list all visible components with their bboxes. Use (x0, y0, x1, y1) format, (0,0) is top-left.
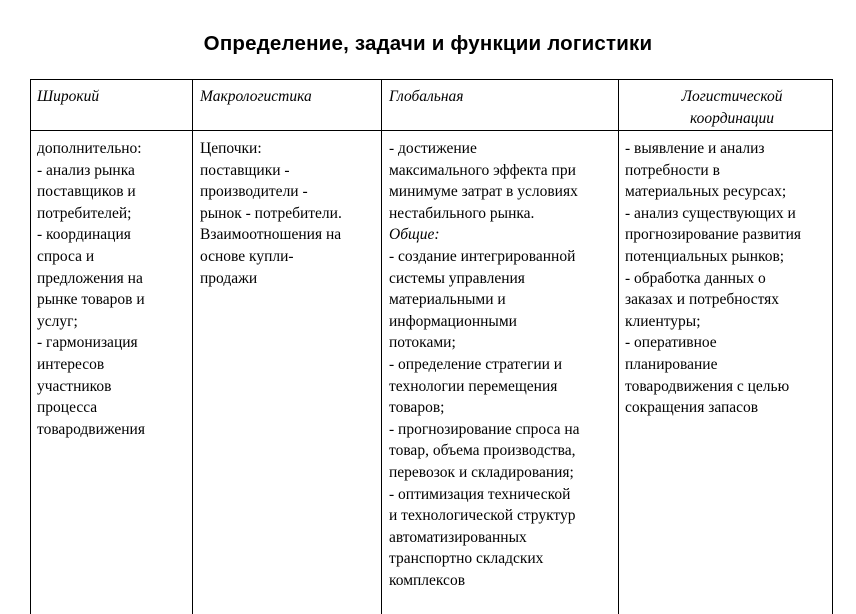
cell-line: - прогнозирование спроса на (389, 420, 580, 438)
cell-line: - достижение (389, 140, 477, 157)
cell-line: планирование (625, 355, 718, 373)
cell-line: материальными и (389, 291, 506, 309)
cell-line: рынке товаров и (37, 291, 145, 309)
column-body (37, 138, 145, 440)
cell-line: дополнительно: (37, 140, 142, 157)
column-divider (192, 80, 193, 614)
cell-line: комплексов (389, 571, 466, 589)
cell-line: перевозок и складирования; (389, 463, 574, 481)
cell-line: максимального эффекта при (389, 161, 576, 179)
column-divider (381, 80, 382, 614)
cell-line: заказах и потребностях (625, 291, 780, 309)
column-body (389, 138, 580, 591)
cell-line: сокращения запасов (625, 399, 759, 417)
cell-line: потоками; (389, 334, 456, 352)
cell-line: транспортно складских (389, 550, 544, 568)
cell-line: - анализ рынка (37, 161, 135, 179)
logistics-table (30, 79, 833, 614)
cell-line: - определение стратегии и (389, 355, 563, 373)
page-title: Определение, задачи и функции логистики (203, 32, 653, 55)
cell-line: рынок - потребители. (200, 204, 342, 222)
cell-line: - гармонизация (37, 334, 138, 352)
cell-line: товаров; (389, 399, 445, 417)
cell-line: производители - (200, 183, 308, 201)
cell-line: потенциальных рынков; (625, 247, 785, 265)
cell-line: спроса и (37, 247, 95, 265)
cell-line: материальных ресурсах; (625, 183, 787, 201)
cell-line: потребности в (625, 161, 720, 179)
cell-line: - выявление и анализ (625, 140, 765, 157)
cell-line: интересов (37, 355, 105, 373)
column-body (625, 138, 801, 419)
cell-line: Цепочки: (200, 140, 262, 157)
cell-line: минимуме затрат в условиях (389, 183, 578, 201)
cell-line: и технологической структур (389, 507, 576, 525)
cell-line: услуг; (37, 312, 78, 330)
column-divider (618, 80, 619, 614)
header-cell: Логистической координации (681, 88, 783, 127)
header-cell: Широкий (37, 88, 100, 105)
cell-line: - анализ существующих и (625, 204, 796, 222)
cell-line: процесса (37, 399, 98, 417)
cell-line: товародвижения с целью (625, 377, 790, 395)
header-cell: Макрологистика (200, 88, 312, 105)
cell-line: поставщиков и (37, 183, 136, 201)
cell-line: - оптимизация технической (389, 485, 571, 503)
cell-line: участников (37, 377, 112, 395)
cell-line: технологии перемещения (389, 377, 558, 395)
header-divider (31, 130, 832, 131)
cell-line: поставщики - (200, 161, 290, 179)
cell-line: Взаимоотношения на (200, 226, 342, 244)
cell-line: продажи (200, 269, 258, 287)
cell-line: нестабильного рынка. (389, 204, 535, 222)
cell-line: прогнозирование развития (625, 226, 802, 244)
cell-line: товар, объема производства, (389, 442, 576, 460)
cell-line: - оперативное (625, 334, 717, 352)
cell-line: - обработка данных о (625, 269, 766, 287)
cell-line: товародвижения (37, 420, 145, 438)
cell-line: - координация (37, 226, 131, 244)
column-body (200, 138, 342, 289)
cell-line: - создание интегрированной (389, 247, 576, 265)
cell-line: клиентуры; (625, 312, 701, 330)
cell-line: Общие: (389, 226, 440, 244)
cell-line: информационными (389, 312, 517, 330)
cell-line: предложения на (37, 269, 143, 287)
cell-line: автоматизированных (389, 528, 527, 546)
cell-line: потребителей; (37, 204, 132, 222)
cell-line: основе купли- (200, 247, 294, 265)
header-cell: Глобальная (389, 88, 464, 105)
cell-line: системы управления (389, 269, 525, 287)
